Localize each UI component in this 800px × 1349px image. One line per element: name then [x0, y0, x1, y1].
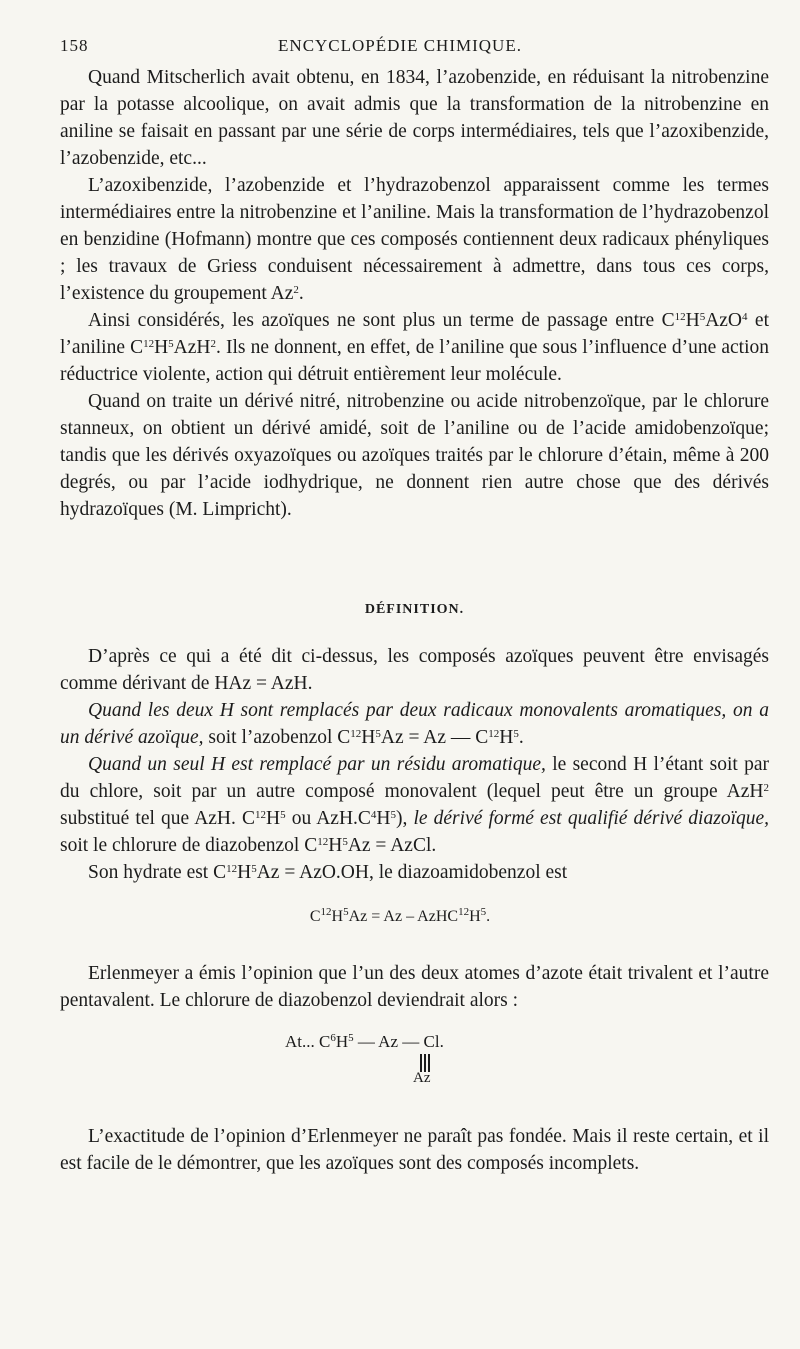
diazoamidobenzol-formula: $C^{12}H^5Az = Az$ – $AzHC^{12}H^5$. [309, 906, 491, 925]
page-header [60, 36, 740, 60]
conclusion-section [60, 1123, 769, 1177]
paragraph-8: Son hydrate est $C^{12}H^5Az = AzO.OH$, le diazoamidobenzol est [88, 862, 568, 883]
paragraph-6: Quand les deux H sont remplacés par deux radicaux monovalents aromatiques, on a un dérivé azoïque, soit l’azobenzol $C^{12}H^5Az = Az$ — $C^{12}H^5$. [60, 700, 769, 748]
definition-section [60, 643, 769, 886]
erlenmeyer-formula [285, 1032, 545, 1092]
paragraph-2: L’azoxibenzide, l’azobenzide et l’hydrazobenzol apparaissent comme les termes intermédiaires entre la nitrobenzine et l’aniline. Mais la transformation de l’hydrazobenzol en benzidine (Hofmann) montre que ces composés contiennent deux radicaux phényliques ; les travaux de Griess conduisent nécessairement à admettre, dans tous ces corps, l’existence du groupement Az$^2$. [60, 175, 769, 304]
paragraph-1: Quand Mitscherlich avait obtenu, en 1834, l’azobenzide, en réduisant la nitrobenzine par la potasse alcoolique, on avait admis que la transformation de la nitrobenzine en aniline se faisait en passant par une série de corps intermédiaires, tels que l’azoxibenzide, l’azobenzide, etc... [60, 67, 769, 169]
definition-heading: DÉFINITION. [364, 602, 465, 617]
paragraph-9: Erlenmeyer a émis l’opinion que l’un des deux atomes d’azote était trivalent et l’autre pentavalent. Le chlorure de diazobenzol deviendrait alors : [60, 963, 769, 1011]
paragraph-5: D’après ce qui a été dit ci-dessus, les composés azoïques peuvent être envisagés comme dérivant de HAz = AzH. [60, 646, 769, 694]
running-title: ENCYCLOPÉDIE CHIMIQUE. [278, 36, 522, 55]
paragraph-3: Ainsi considérés, les azoïques ne sont plus un terme de passage entre $C^{12}H^5AzO^4$ et l’aniline $C^{12}H^5AzH^2$. Ils ne donnent, en effet, de l’aniline que sous l’influence d’une action réductrice violente, action qui détruit entièrement leur molécule. [60, 310, 769, 385]
erlenmeyer-section [60, 960, 769, 1014]
paragraph-4: Quand on traite un dérivé nitré, nitrobenzine ou acide nitrobenzoïque, par le chlorure stanneux, on obtient un dérivé amidé, soit de l’aniline ou de l’acide amidobenzoïque; tandis que les dérivés oxyazoïques ou azoïques traités par le chlorure d’étain, même à 200 degrés, ou par l’acide iodhydrique, ne donnent rien autre chose que des dérivés hydrazoïques (M. Limpricht). [60, 391, 769, 520]
intro-section [60, 64, 769, 523]
page-number: 158 [60, 36, 89, 55]
paragraph-7: Quand un seul H est remplacé par un résidu aromatique, le second H l’étant soit par du chlore, soit par un autre composé monovalent (lequel peut être un groupe AzH$^2$ substitué tel que AzH. $C^{12}H^5$ ou $AzH.C^4H^5$), le dérivé formé est qualifié dérivé diazoïque, soit le chlorure de diazobenzol $C^{12}H^5Az$ = AzCl. [60, 754, 770, 856]
paragraph-10: L’exactitude de l’opinion d’Erlenmeyer ne paraît pas fondée. Mais il reste certain, et il est facile de le démontrer, que les azoïques sont des composés incomplets. [60, 1126, 769, 1174]
formula-main-line: At... $C^6H^5$ — Az — Cl. [285, 1032, 444, 1051]
formula-az-below: Az [413, 1070, 431, 1086]
